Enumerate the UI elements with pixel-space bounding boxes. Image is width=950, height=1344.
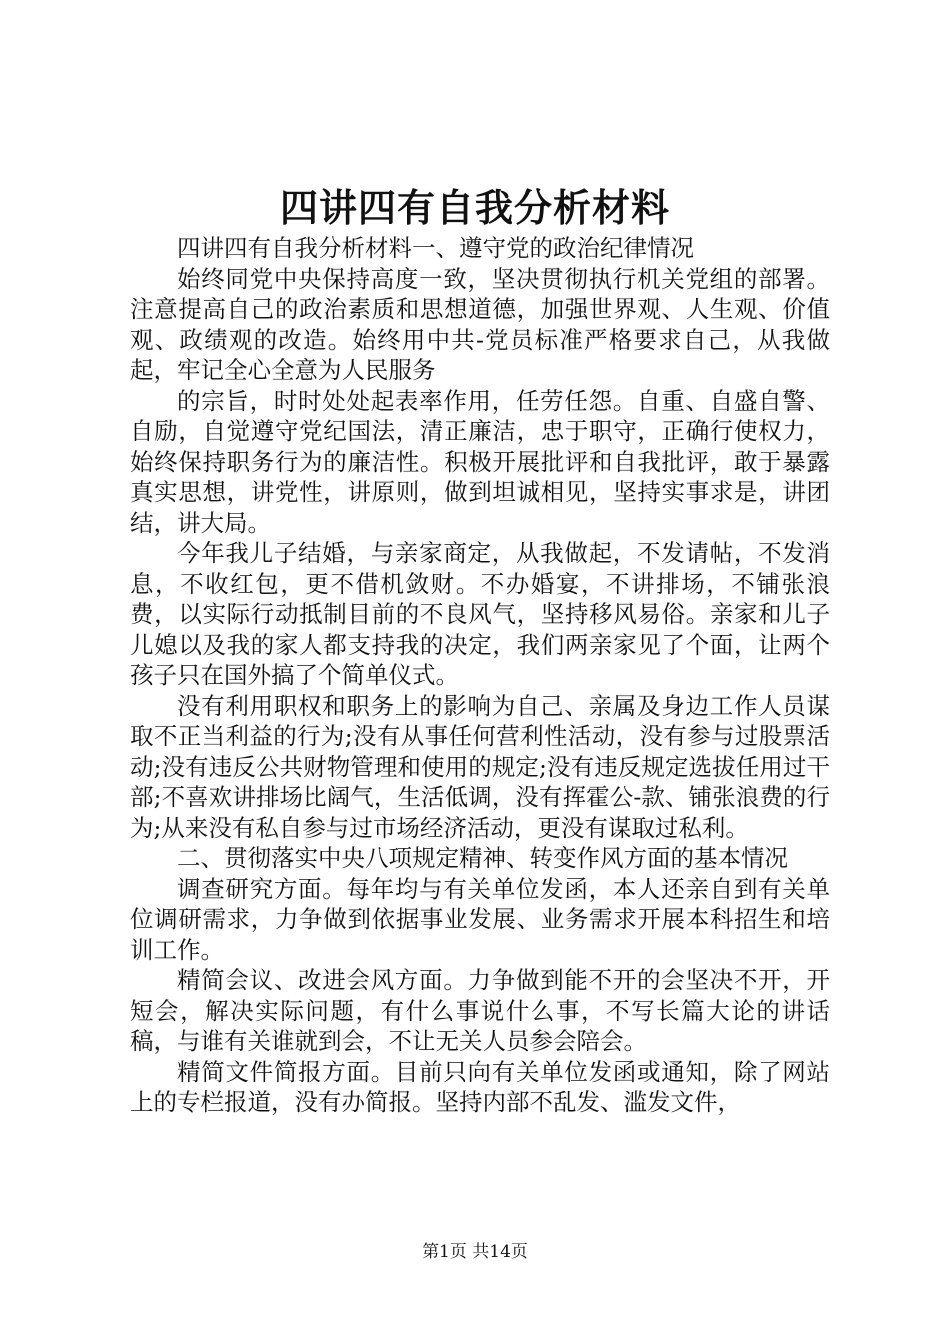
paragraph: 四讲四有自我分析材料一、遵守党的政治纪律情况 <box>177 234 694 262</box>
paragraph: 精简文件简报方面。目前只向有关单位发函或通知，除了网站上的专栏报道，没有办简报。坚持内部不乱发、滥发文件， <box>130 1057 830 1116</box>
paragraph: 调查研究方面。每年均与有关单位发函，本人还亲自到有关单位调研需求，力争做到依据事业发展、业务需求开展本科招生和培训工作。 <box>130 874 830 964</box>
paragraph: 二、贯彻落实中央八项规定精神、转变作风方面的基本情况 <box>177 844 788 872</box>
paragraph: 今年我儿子结婚，与亲家商定，从我做起，不发请帖，不发消息，不收红包，更不借机敛财。不办婚宴，不讲排场，不铺张浪费，以实际行动抵制目前的不良风气，坚持移风易俗。亲家和儿子儿媳以及我的家人都支持我的决定，我们两亲家见了个面，让两个孩子只在国外搞了个简单仪式。 <box>130 539 830 689</box>
page-number-footer: 第1页 共14页 <box>422 1242 528 1262</box>
paragraph: 没有利用职权和职务上的影响为自己、亲属及身边工作人员谋取不正当利益的行为;没有从事任何营利性活动，没有参与过股票活动;没有违反公共财物管理和使用的规定;没有违反规定选拔任用过干部;不喜欢讲排场比阔气，生活低调，没有挥霍公-款、铺张浪费的行为;从来没有私自参与过市场经济活动，更没有谋取过私利。 <box>130 691 830 842</box>
document-body <box>130 233 830 1118</box>
paragraph: 始终同党中央保持高度一致，坚决贯彻执行机关党组的部署。注意提高自己的政治素质和思想道德，加强世界观、人生观、价值观、政绩观的改造。始终用中共-党员标准严格要求自己，从我做起，牢记全心全意为人民服务 <box>130 264 830 384</box>
paragraph: 的宗旨，时时处处起表率作用，任劳任怨。自重、自盛自警、自励，自觉遵守党纪国法，清正廉洁，忠于职守，正确行使权力，始终保持职务行为的廉洁性。积极开展批评和自我批评，敢于暴露真实思想，讲党性，讲原则，做到坦诚相见，坚持实事求是，讲团结，讲大局。 <box>130 386 830 537</box>
document-title: 四讲四有自我分析材料 <box>279 185 670 230</box>
paragraph: 精简会议、改进会风方面。力争做到能不开的会坚决不开，开短会，解决实际问题，有什么事说什么事，不写长篇大论的讲话稿，与谁有关谁就到会，不让无关人员参会陪会。 <box>130 966 830 1055</box>
